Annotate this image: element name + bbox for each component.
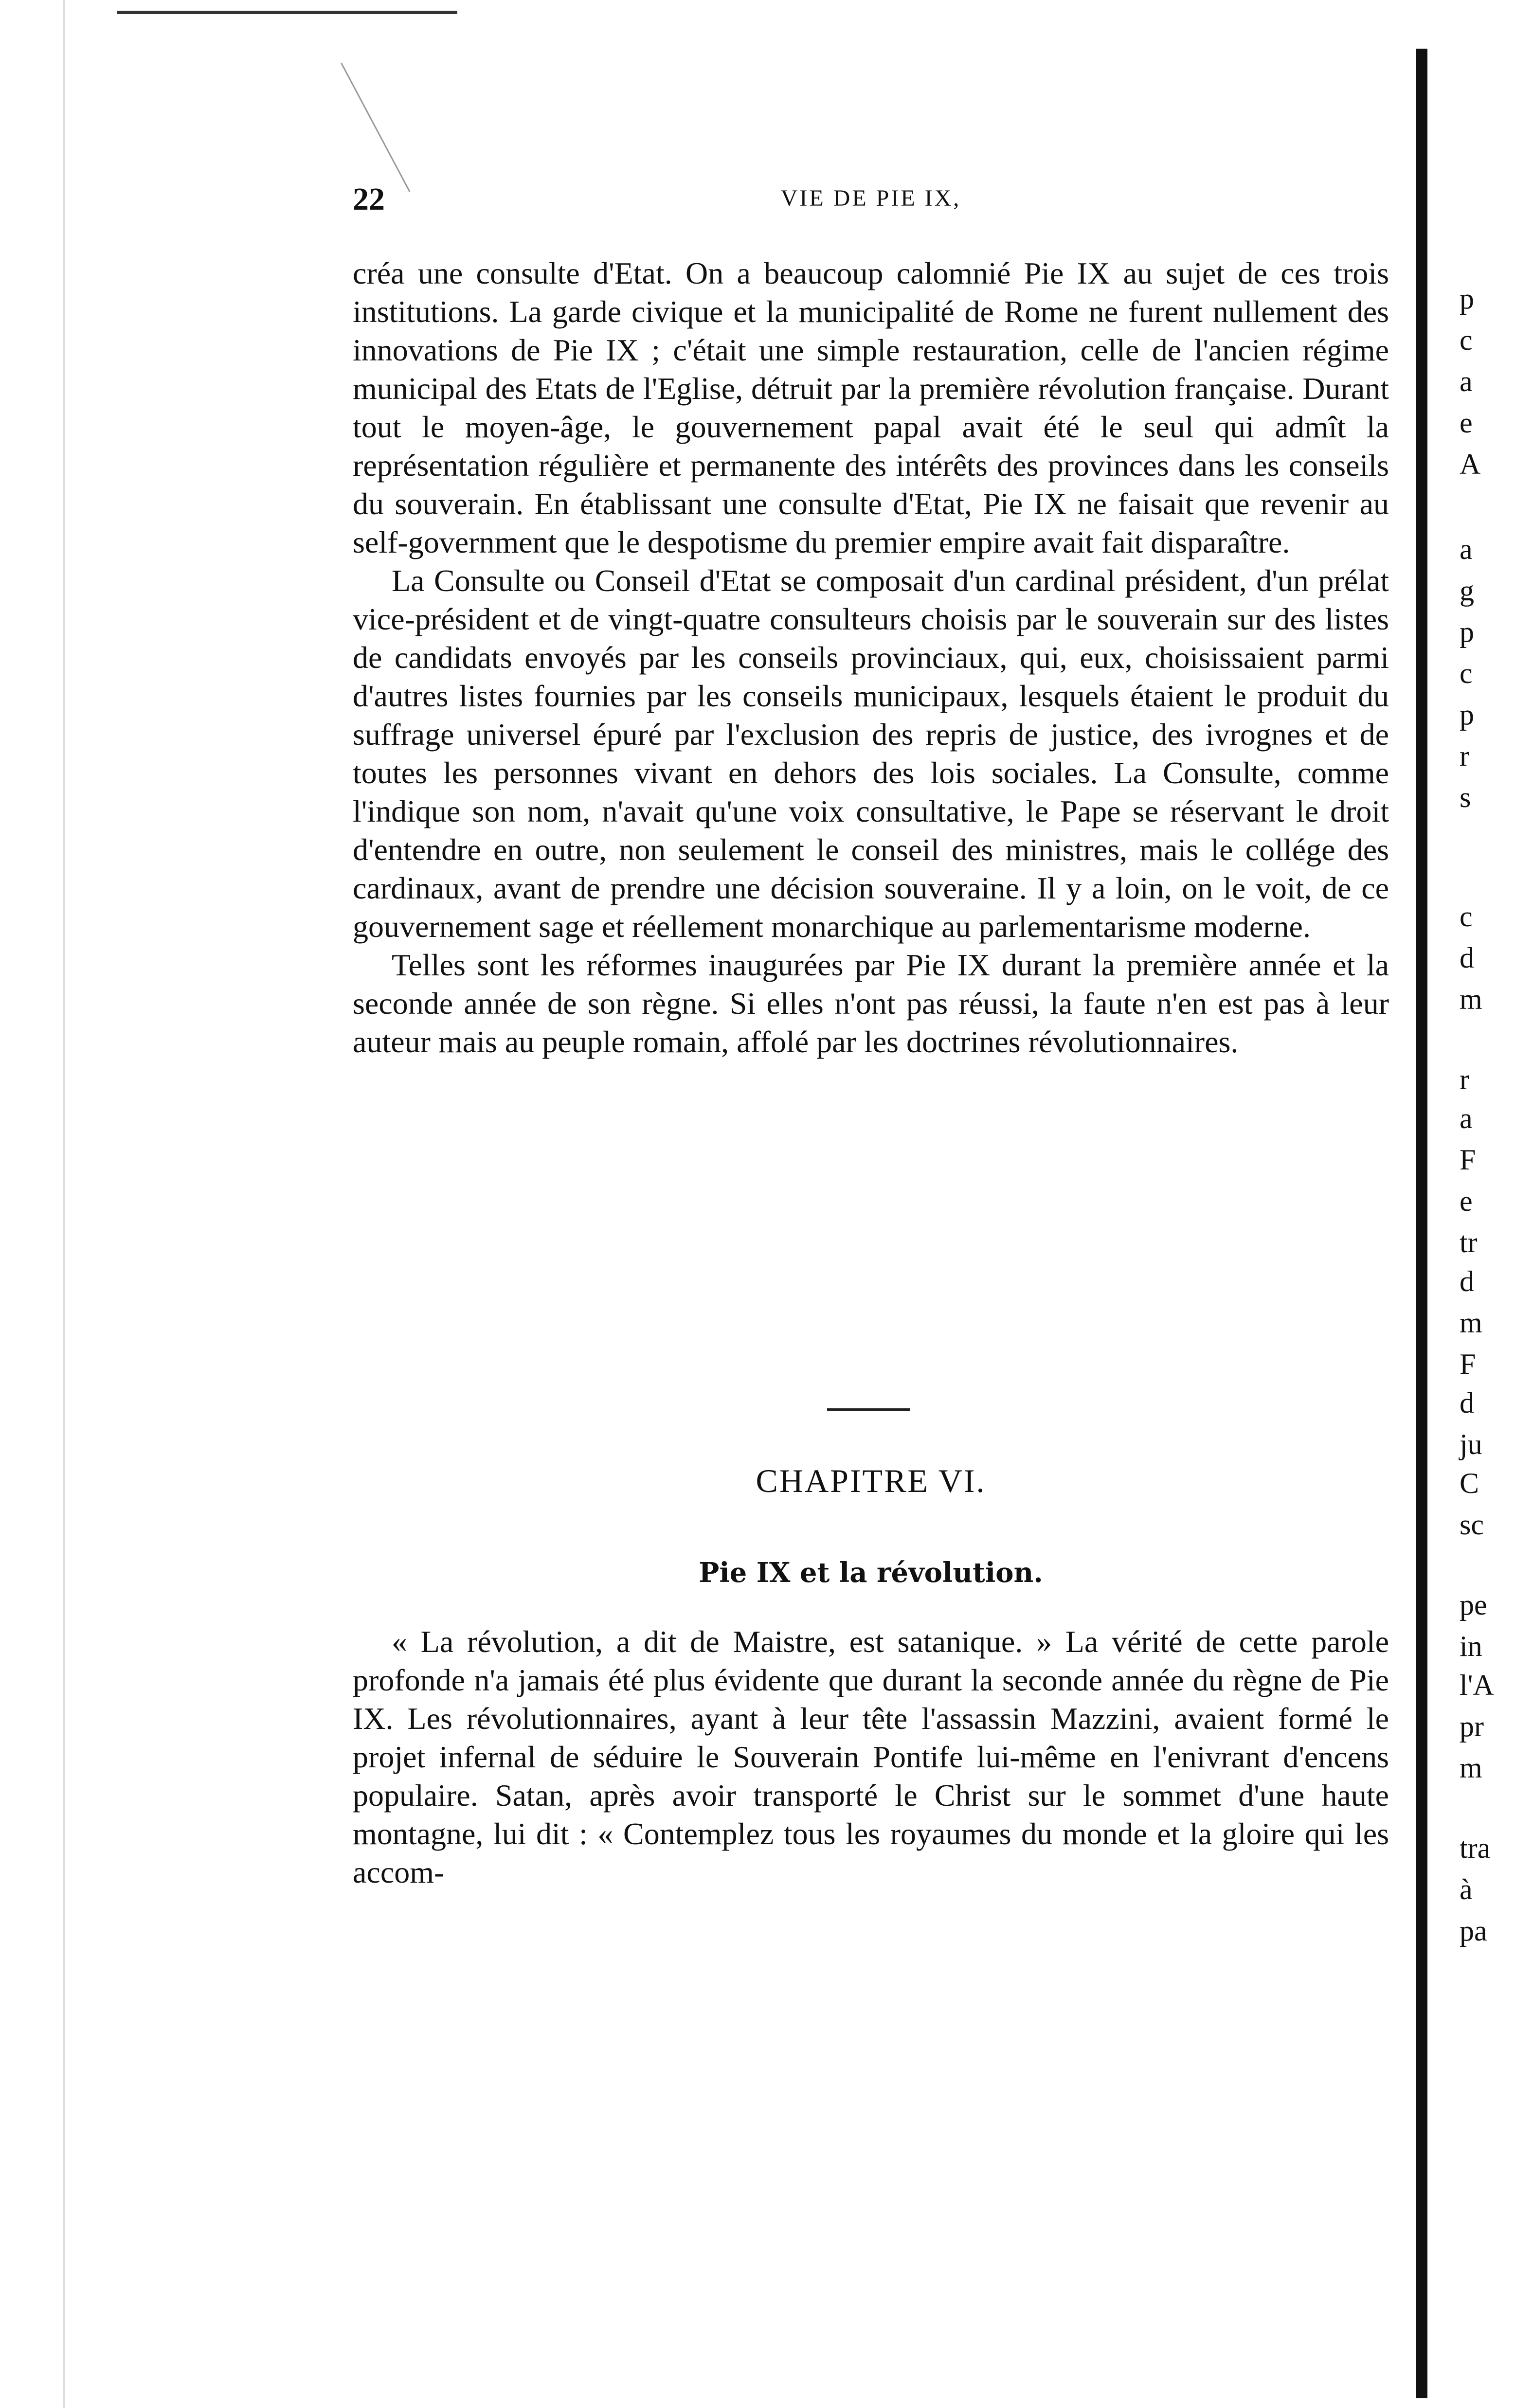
- page-number: 22: [353, 181, 385, 217]
- margin-fragment: c: [1460, 324, 1473, 356]
- margin-fragment: r: [1460, 740, 1469, 772]
- paragraph-1: créa une consulte d'Etat. On a beaucoup calomnié Pie IX au sujet de ces trois institutions. La garde civique et la municipalité de Rome ne furent nullement des innovations de Pie IX ; c'était une simple restauration, celle de l'ancien régime municipal des Etats de l'Eglise, détruit par la première révolution française. Durant tout le moyen-âge, le gouvernement papal avait été le seul qui admît la représentation régulière et permanente des intérêts des provinces dans les conseils du souverain. En établissant une consulte d'Etat, Pie IX ne faisait que revenir au self-government que le despotisme du premier empire avait fait disparaître.: [353, 256, 1389, 559]
- margin-fragment: a: [1460, 1102, 1473, 1134]
- running-title: VIE DE PIE IX,: [780, 185, 961, 211]
- margin-fragment: c: [1460, 900, 1473, 933]
- margin-fragment: a: [1460, 533, 1473, 565]
- section-divider: [827, 1408, 910, 1411]
- margin-fragment: m: [1460, 1307, 1482, 1339]
- margin-fragment: tr: [1460, 1226, 1478, 1258]
- scan-top-rule: [117, 11, 457, 14]
- margin-fragment: d: [1460, 1265, 1474, 1297]
- margin-fragment: g: [1460, 575, 1474, 607]
- margin-fragment: p: [1460, 616, 1474, 648]
- running-head: [353, 181, 1389, 220]
- margin-fragment: l'A: [1460, 1669, 1494, 1701]
- chapter-paragraph-1: « La révolution, a dit de Maistre, est satanique. » La vérité de cette parole profonde n'a jamais été plus évidente que durant la seconde année du règne de Pie IX. Les révolutionnaires, ayant à leur tête l'assassin Mazzini, avaient formé le projet infernal de séduire le Souverain Pontife lui-même en l'enivrant d'encens populaire. Satan, après avoir transporté le Christ sur le sommet d'une haute montagne, lui dit : « Contemplez tous les royaumes du monde et la gloire qui les accom-: [353, 1624, 1389, 1889]
- margin-fragment: s: [1460, 781, 1471, 813]
- margin-fragment: a: [1460, 365, 1473, 397]
- margin-fragment: p: [1460, 283, 1474, 315]
- scan-fold-line: [341, 63, 410, 192]
- margin-fragment: sc: [1460, 1509, 1484, 1541]
- book-spine-shadow: [1416, 49, 1427, 2398]
- margin-fragment: p: [1460, 699, 1474, 731]
- chapter-opening-paragraph: [353, 1622, 1389, 1891]
- margin-fragment: in: [1460, 1630, 1482, 1662]
- margin-fragment: F: [1460, 1144, 1476, 1176]
- margin-fragment: m: [1460, 1752, 1482, 1784]
- margin-fragment: F: [1460, 1348, 1476, 1380]
- chapter-title: CHAPITRE VI.: [756, 1462, 986, 1499]
- margin-fragment: e: [1460, 1185, 1473, 1217]
- paragraph-3: Telles sont les réformes inaugurées par Pie IX durant la première année et la seconde année de son règne. Si elles n'ont pas réussi, la faute n'en est pas à leur auteur mais au peuple romain, affolé par les doctrines révolutionnaires.: [353, 948, 1389, 1059]
- chapter-subtitle: Pie IX et la révolution.: [699, 1557, 1043, 1589]
- margin-fragment: pr: [1460, 1710, 1484, 1743]
- margin-fragment: C: [1460, 1467, 1479, 1499]
- margin-fragment: c: [1460, 657, 1473, 689]
- body-text: [353, 254, 1389, 1061]
- paragraph-2: La Consulte ou Conseil d'Etat se composait d'un cardinal président, d'un prélat vice-président et de vingt-quatre consulteurs choisis par le souverain sur des listes de candidats envoyés par les conseils provinciaux, qui, eux, choisissaient parmi d'autres listes fournies par les conseils municipaux, lesquels étaient le produit du suffrage universel épuré par l'exclusion des repris de justice, des ivrognes et de toutes les personnes vivant en dehors des lois sociales. La Consulte, comme l'indique son nom, n'avait qu'une voix consultative, le Pape se réservant le droit d'entendre en outre, non seulement le conseil des ministres, mais le collége des cardinaux, avant de prendre une décision souveraine. Il y a loin, on le voit, de ce gouvernement sage et réellement monarchique au parlementarisme moderne.: [353, 563, 1389, 944]
- margin-fragment: pa: [1460, 1915, 1487, 1947]
- margin-fragment: d: [1460, 942, 1474, 974]
- margin-fragment: A: [1460, 448, 1481, 480]
- margin-fragment: à: [1460, 1873, 1473, 1905]
- margin-fragment: e: [1460, 407, 1473, 439]
- margin-fragment: d: [1460, 1387, 1474, 1419]
- margin-fragment: pe: [1460, 1589, 1487, 1621]
- scan-left-edge: [63, 0, 65, 2408]
- margin-fragment: tra: [1460, 1832, 1491, 1864]
- margin-fragment: r: [1460, 1063, 1469, 1096]
- margin-fragment: ju: [1460, 1428, 1482, 1460]
- margin-fragment: m: [1460, 983, 1482, 1015]
